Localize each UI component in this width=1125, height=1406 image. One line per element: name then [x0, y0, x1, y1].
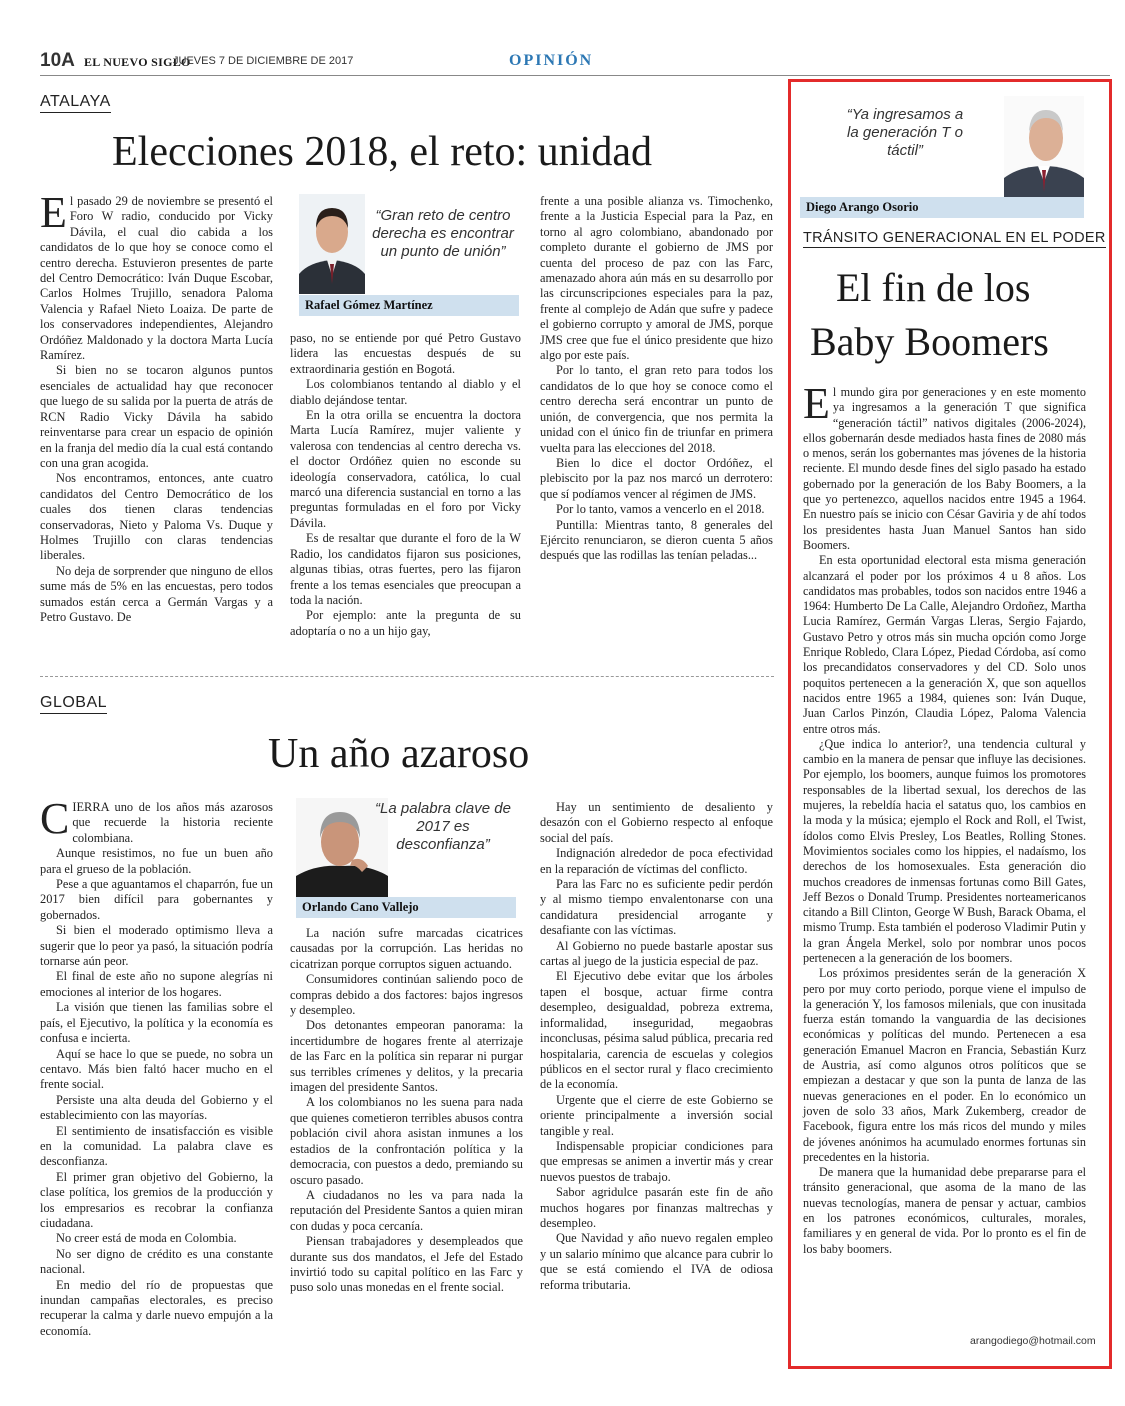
article2-pull-quote: “La palabra clave de 2017 es desconfianza” [375, 800, 511, 853]
author-portrait-icon [1004, 96, 1084, 198]
paragraph: La nación sufre marcadas cicatrices causadas por la corrupción. Las heridas no cicatrizan porque corruptos siguen actuando. [290, 926, 523, 971]
article3-headline-line-2: Baby Boomers [810, 319, 1049, 364]
article1-author: Rafael Gómez Martínez [299, 295, 519, 316]
article1-headline: Elecciones 2018, el reto: unidad [112, 129, 652, 175]
paragraph: En medio del río de propuestas que inundan campañas electorales, es preciso recuperar la calma y darle nuevo empujón a la economía. [40, 1277, 273, 1338]
masthead-rule [40, 75, 1110, 76]
paragraph: Los próximos presidentes serán de la generación X pero por muy corto periodo, porque viene el impulso de la generación Y, los famosos milenials, que con inusitada fuerza están tomando la vanguardia de las decisiones económicas y políticas del mundo. Pertenecen a esa generación Emanuel Macron en Francia, Sebastián Kurz de Austria, así como algunos otros políticos que se empiezan a destacar y que son la punta de lanza de las nuevas generaciones en el poder. En lo económico un joven de solo 33 años, Mark Zukemberg, creador de Facebook, figura entre los más ricos del mundo y miles de jóvenes anónimos ha acumulado enormes fortunas sin precedentes en la historia. [803, 966, 1086, 1164]
paper-name: EL NUEVO SIGLO [84, 55, 191, 69]
paragraph: Bien lo dice el doctor Ordóñez, el plebiscito por la paz nos marcó un derrotero: que sí podíamos vencer al régimen de JMS. [540, 455, 773, 501]
article2-column-1 [40, 794, 273, 1339]
article2-headline: Un año azaroso [268, 731, 530, 777]
article3-author: Diego Arango Osorio [800, 197, 1084, 218]
paragraph: IERRA uno de los años más azarosos que recuerde la historia reciente colombiana. [72, 800, 273, 845]
paragraph: Por lo tanto, vamos a vencerlo en el 2018. [556, 502, 765, 517]
page-number: 10A [40, 50, 75, 71]
article2-column-2 [290, 926, 523, 1296]
paragraph: Consumidores continúan saliendo poco de compras debido a dos factores: bajos ingresos y desempleo. [290, 972, 523, 1018]
paragraph: l pasado 29 de noviembre se presentó el Foro W radio, conducido por Vicky Dávila, el cual dio cabida a los candidatos de lo que hoy se conoce como el centro derecha. Estuvieron presentes de parte del Centro Democrático: Iván Duque Escobar, Carlos Holmes Trujillo, senadora Paloma Valencia y Rafael Nieto Loaiza. De parte de los conservadores independientes, Alejandro Ordóñez Maldonado y la doctora Marta Lucía Ramírez. [40, 194, 273, 363]
paragraph: Al Gobierno no puede bastarle apostar sus cartas al juego de la justicia especial de paz. [540, 938, 773, 969]
paragraph: El final de este año no supone alegrías ni emociones al interior de los hogares. [40, 969, 273, 999]
dropcap: C [40, 794, 70, 843]
article3-body [803, 379, 1086, 1257]
paragraph: A ciudadanos no les va para nada la reputación del Presidente Santos a quien miran con dudas y poca cercanía. [290, 1187, 523, 1233]
paragraph: Aquí se hace lo que se puede, no sobra un centavo. Más bien faltó hacer mucho en el frente social. [40, 1046, 273, 1092]
paragraph: Pese a que aguantamos el chaparrón, fue un 2017 bien difícil para gobernantes y gobernados. [40, 877, 273, 922]
paragraph: Persiste una alta deuda del Gobierno y el establecimiento con las mayorías. [40, 1092, 273, 1123]
paragraph: En esta oportunidad electoral esta misma generación alcanzará el poder por los próximos 4 u 8 años. Los candidatos mas probables, todos son nacidos entre 1946 a 1964: Humberto De La Calle, Alejandro Ordoñez, Martha Lucia Ramírez, Germán Vargas Lleras, Sergio Fajardo, Gustavo Petro y otros más sin mucha opción como Jorge Enrique Robledo, Clara López, Piedad Córdoba, así como los precandidatos conservadores y del CD. Solo unos poquitos pertenecen a la generación X, que son aquellos nacidos entre 1965 a 1984, quienes son: Iván Duque, Juan Carlos Pinzón, Claudia López, Paloma Valencia entre otros más. [803, 553, 1086, 736]
paragraph: El sentimiento de insatisfacción es visible en la comunidad. La palabra clave es desconfianza. [40, 1123, 273, 1169]
section-title: OPINIÓN [509, 52, 594, 69]
article2-column-3 [540, 800, 773, 1293]
author-photo [299, 194, 365, 294]
paragraph: ¿Que indica lo anterior?, una tendencia cultural y cambio en la manera de pensar que influye las decisiones. Por ejemplo, los boomers, aunque fuimos los promotores responsables de la libertad sexual, los derechos de las mujeres, la rebeldía hacia el satatus quo, los cambios en la moda y la música; ejemplo el Rock and Roll, el Twist, ídolos como Elvis Presley, Los Beatles, Rolling Stones. Movimientos sociales como los hippies, el nadaísmo, los derechos de los homosexuales. Esta generación dio muchos creadores de inmensas fortunas como Bill Gates, Jeff Bezos o Donald Trump. Presidentes norteamericanos citando a Bill Clinton, George W Bush, Barack Obama, el mismo Trump. Esta también el poderoso Vladimir Putin y la gran Ángela Merkel, solo por nombrar unos pocos pertenecen a la generación de los boomers. [803, 736, 1086, 965]
article1-pull-quote: “Gran reto de centro derecha es encontrar un punto de unión” [372, 207, 514, 260]
paragraph: Nos encontramos, entonces, ante cuatro candidatos del Centro Democrático de los cuales dos tienen claras tendencias conservadoras, Nieto y Paloma Vs. Duque y Holmes Trujillo con claras tendencias liberales. [40, 471, 273, 563]
issue-date: JUEVES 7 DE DICIEMBRE DE 2017 [173, 55, 354, 67]
paragraph: Piensan trabajadores y desempleados que durante sus dos mandatos, el Jefe del Estado invirtió todo su capital político en las Farc y puso solo unas monedas en el frente social. [290, 1234, 523, 1295]
paragraph: No deja de sorprender que ninguno de ellos sume más de 5% en las encuestas, pero todos sumados están cerca a Germán Vargas y a Petro Gustavo. De [40, 563, 273, 624]
paragraph: No creer está de moda en Colombia. [56, 1231, 237, 1246]
paragraph: Por ejemplo: ante la pregunta de su adoptaría o no a un hijo gay, [290, 608, 521, 638]
article2-author: Orlando Cano Vallejo [296, 897, 516, 918]
paragraph: El primer gran objetivo del Gobierno, la clase política, los gremios de la producción y los empresarios es recobrar la confianza ciudadana. [40, 1169, 273, 1230]
paragraph: No ser digno de crédito es una constante nacional. [40, 1246, 273, 1277]
paragraph: La visión que tienen las familias sobre el país, el Ejecutivo, la política y la economía es confusa e incierta. [40, 1000, 273, 1046]
paragraph: Dos detonantes empeoran panorama: la incertidumbre de hogares frente al aterrizaje de las Farc en la política sin reparar ni purgar sus terribles crímenes y delitos, y la precaria imagen del presidente Santos. [290, 1018, 523, 1095]
paragraph: Puntilla: Mientras tanto, 8 generales del Ejército renunciaron, se dieron cuenta 5 años después que las rodillas las tenían peladas... [540, 517, 773, 563]
paragraph: l mundo gira por generaciones y en este momento ya ingresamos a la generación T que significa “generación táctil” nativos digitales (2006-2024), ellos gobernarán desde mediados hasta fines de 2080 más o menos, serán los gobernantes mas jóvenes de la historia reciente. El mundo desde fines del siglo pasado ha estado gobernado por la generación de los Baby Boomers, a la que yo pertenezco, aquellos nacidos entre 1945 a 1964. En nuestro país se inicio con César Gaviria y de ahí todos los presidentes hasta Juan Manuel Santos han sido Boomers. [803, 385, 1086, 552]
paragraph: Hay un sentimiento de desaliento y desazón con el Gobierno respecto al enfoque social del país. [540, 800, 773, 845]
paragraph: El Ejecutivo debe evitar que los árboles tapen el bosque, actuar firme contra desempleo, desigualdad, pobreza extrema, informalidad, inseguridad, megaobras inconclusas, pésima salud pública, precaria red hospitalaria, carencia de escuelas y colegios públicos en el sector rural y flaco crecimiento de la economía. [540, 969, 773, 1092]
article3-headline-line-1: El fin de los [836, 265, 1031, 310]
paragraph: paso, no se entiende por qué Petro Gustavo lidera las encuestas después de su extraordinaria gestión en Bogotá. [290, 331, 521, 376]
article3-pull-quote: “Ya ingresamos a la generación T o táctil” [846, 106, 964, 159]
paragraph: Aunque resistimos, no fue un buen año para el grueso de la población. [40, 846, 273, 876]
dropcap: E [803, 379, 830, 428]
paragraph: Por lo tanto, el gran reto para todos los candidatos de lo que hoy se conoce como el centro derecha será encontrar un punto de unión, de convergencia, que nos permita la unidad con el único fin de triunfar en primera vuelta para las elecciones del 2018. [540, 363, 773, 455]
paragraph: Indignación alrededor de poca efectividad en la reparación de víctimas del conflicto. [540, 846, 773, 876]
masthead [40, 50, 1110, 76]
paragraph: Urgente que el cierre de este Gobierno se oriente principalmente a inversión social tangible y real. [540, 1092, 773, 1138]
article3-kicker: TRÁNSITO GENERACIONAL EN EL PODER [803, 230, 1106, 246]
article2-kicker: GLOBAL [40, 694, 107, 714]
article1-column-2 [290, 331, 521, 639]
paragraph: Indispensable propiciar condiciones para que empresas se animen a invertir más y crear nuevos puestos de trabajo. [540, 1138, 773, 1184]
paragraph: Los colombianos tentando al diablo y el diablo dejándose tentar. [290, 377, 521, 407]
paragraph: En la otra orilla se encuentra la doctora Marta Lucía Ramírez, mujer valiente y valerosa con tendencias al centro derecha vs. el doctor Ordóñez quien no esconde su ideología conservadora, católica, lo cual marcó una diferencia sustancial en torno a las preguntas formuladas en el foro por Vicky Dávila. [290, 408, 521, 530]
paragraph: De manera que la humanidad debe prepararse para el tránsito generacional, que asoma de la mano de las nuevas tecnologías, manera de pensar y actuar, cambios en los patrones económicos, culturales, morales, familiares y en general de vida. Por lo pronto es el fin de los baby boomers. [803, 1165, 1086, 1256]
dropcap: E [40, 188, 67, 237]
paragraph: A los colombianos no les suena para nada que quienes cometieron terribles abusos contra población civil ahora asistan inmunes a los estadios de la confrontación política y la democracia, con puestos a dedo, premiando su oscuro pasado. [290, 1095, 523, 1187]
paragraph: frente a una posible alianza vs. Timochenko, frente a la Justicia Especial para la Paz, en torno al agro colombiano, abandonado por completo durante el gobierno de JMS por cuenta del proceso de paz con las Farc, amenazado ahora aún más en su desarrollo por las circunscripciones especiales para la paz, frente al complejo de Adán que sufre y padece el gobierno corrupto y amoral de JMS, porque JMS cree que fue el único presidente que hizo algo por este país. [540, 194, 773, 363]
paragraph: Es de resaltar que durante el foro de la W Radio, los candidatos fijaron sus posiciones, algunas tibias, otras fuertes, pero las fijaron frente a los temas esenciales que preocupan a toda la nación. [290, 531, 521, 607]
author-email: arangodiego@hotmail.com [970, 1335, 1096, 1347]
paragraph: Si bien no se tocaron algunos puntos esenciales de actualidad hay que reconocer que luego de su salida por la puerta de atrás de RCN Radio Vicky Dávila ha sabido reinventarse para crear un espacio de opinión en la franja del medio día la cual está contando con una gran acogida. [40, 363, 273, 470]
author-photo [1004, 96, 1084, 198]
article1-column-3 [540, 194, 773, 564]
paragraph: Que Navidad y año nuevo regalen empleo y un salario mínimo que alcance para cubrir lo que se está comiendo el IVA de odiosa reforma tributaria. [540, 1231, 773, 1292]
paragraph: Si bien el moderado optimismo lleva a sugerir que lo peor ya pasó, la situación podría tornarse aún peor. [40, 923, 273, 969]
author-portrait-icon [299, 194, 365, 294]
paragraph: Para las Farc no es suficiente pedir perdón y al mismo tiempo envalentonarse con una candidatura presidencial arrogante y desafiante con las víctimas. [540, 877, 773, 938]
section-divider [40, 676, 774, 677]
article1-kicker: ATALAYA [40, 93, 111, 113]
article1-column-1 [40, 188, 273, 625]
paragraph: Sabor agridulce pasarán este fin de año muchos hogares por finanzas maltrechas y desempleo. [540, 1185, 773, 1230]
